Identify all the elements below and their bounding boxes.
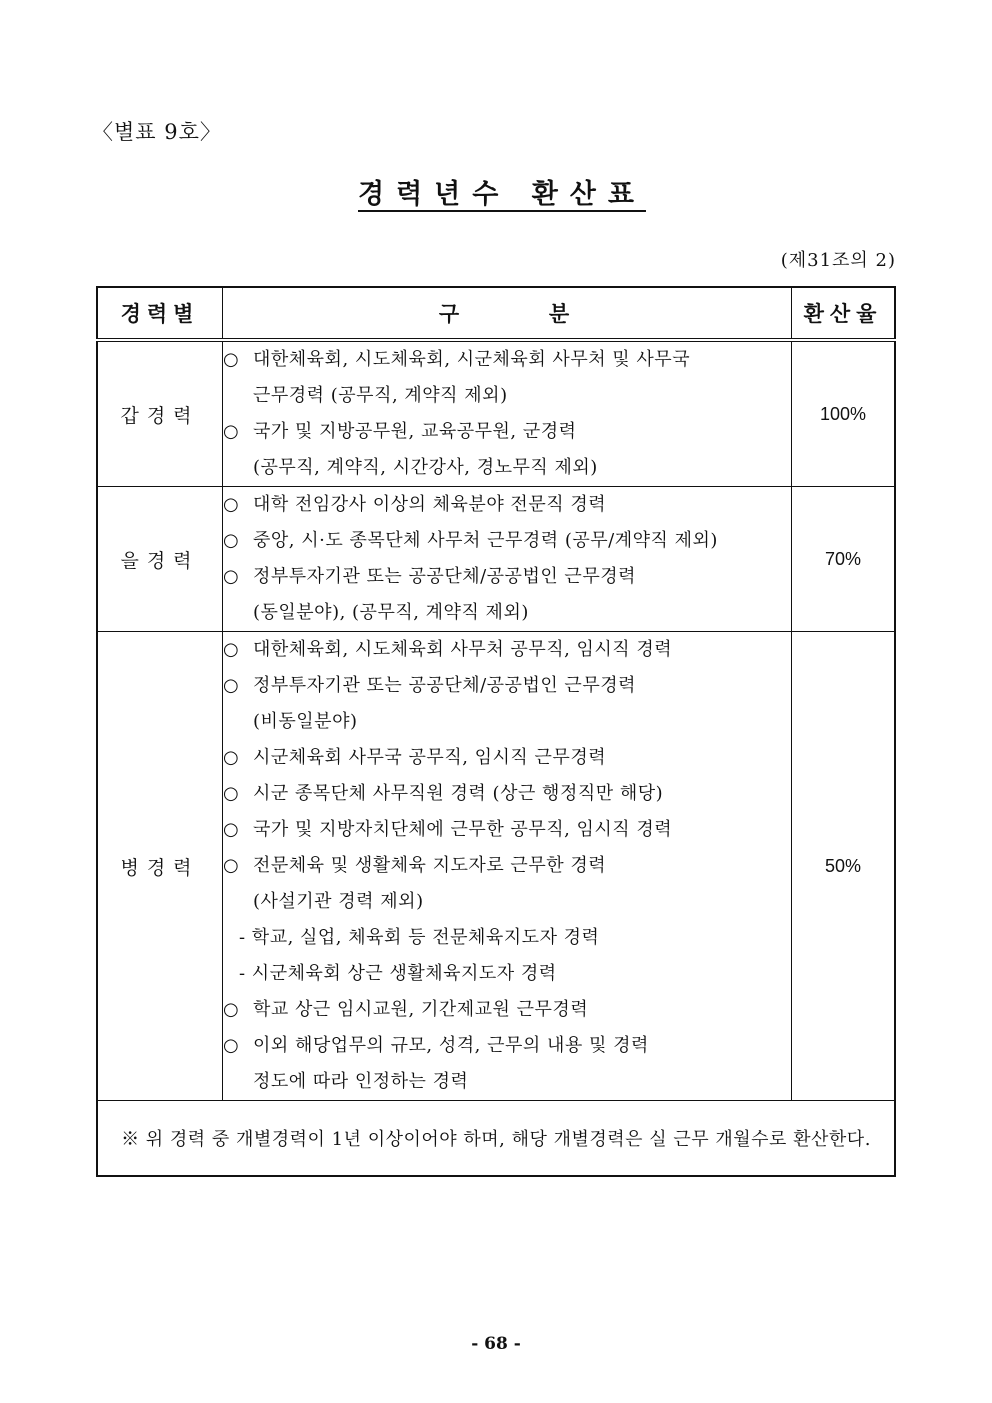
criteria-continuation (223, 1064, 791, 1100)
criteria-item (223, 992, 791, 1028)
header-description-part-1: 구 (438, 301, 466, 326)
bullet-circle-icon: ○ (223, 783, 240, 804)
header-description (223, 287, 792, 340)
bullet-circle-icon: ○ (223, 1035, 240, 1056)
conversion-rate-cell: 70% (792, 487, 896, 632)
criteria-text: (동일분야), (공무직, 계약직 제외) (253, 602, 529, 623)
document-title (0, 172, 992, 211)
career-type-cell: 갑경력 (97, 340, 223, 487)
document-title-text: 경력년수 환산표 (358, 179, 646, 210)
page-number: - 68 - (471, 1334, 521, 1354)
bullet-circle-icon: ○ (223, 855, 240, 876)
criteria-text: 시군체육회 사무국 공무직, 임시직 근무경력 (253, 747, 607, 768)
criteria-item (223, 342, 791, 378)
description-cell (223, 340, 792, 487)
criteria-text: (사설기관 경력 제외) (253, 891, 424, 912)
criteria-text: 중앙, 시·도 종목단체 사무처 근무경력 (공무/계약직 제외) (253, 530, 718, 551)
criteria-text: 이외 해당업무의 규모, 성격, 근무의 내용 및 경력 (253, 1035, 649, 1056)
table-header-row (97, 287, 895, 340)
article-reference: (제31조의 2) (780, 250, 896, 271)
header-career-type: 경력별 (97, 287, 223, 340)
conversion-rate-cell: 50% (792, 632, 896, 1101)
criteria-text: 국가 및 지방자치단체에 근무한 공무직, 임시직 경력 (253, 819, 673, 840)
criteria-text: (비동일분야) (253, 711, 358, 732)
criteria-text: 정부투자기관 또는 공공단체/공공법인 근무경력 (253, 566, 636, 587)
criteria-text: - 학교, 실업, 체육회 등 전문체육지도자 경력 (239, 927, 600, 948)
criteria-text: 국가 및 지방공무원, 교육공무원, 군경력 (253, 421, 577, 442)
criteria-text: 전문체육 및 생활체육 지도자로 근무한 경력 (253, 855, 607, 876)
conversion-rate-cell: 100% (792, 340, 896, 487)
table-body (97, 340, 895, 1101)
header-description-part-2: 분 (548, 301, 576, 326)
table-row (97, 632, 895, 1101)
table-row (97, 340, 895, 487)
criteria-text: (공무직, 계약직, 시간강사, 경노무직 제외) (253, 457, 598, 478)
criteria-item (223, 559, 791, 595)
bullet-circle-icon: ○ (223, 421, 240, 442)
header-conversion-rate: 환산율 (792, 287, 896, 340)
criteria-continuation (223, 378, 791, 414)
criteria-item (223, 523, 791, 559)
criteria-text: 정부투자기관 또는 공공단체/공공법인 근무경력 (253, 675, 636, 696)
criteria-item (223, 1028, 791, 1064)
criteria-item (223, 668, 791, 704)
criteria-item (223, 848, 791, 884)
criteria-continuation (223, 704, 791, 740)
bullet-circle-icon: ○ (223, 747, 240, 768)
bullet-circle-icon: ○ (223, 675, 240, 696)
table-row (97, 487, 895, 632)
criteria-text: 대한체육회, 시도체육회, 시군체육회 사무처 및 사무국 (253, 349, 691, 370)
criteria-item (223, 776, 791, 812)
criteria-item (223, 740, 791, 776)
bullet-circle-icon: ○ (223, 530, 240, 551)
annex-label: 〈별표 9호〉 (92, 120, 222, 144)
criteria-continuation (223, 884, 791, 920)
criteria-item (223, 812, 791, 848)
career-type-cell: 병경력 (97, 632, 223, 1101)
criteria-text: 근무경력 (공무직, 계약직 제외) (253, 385, 508, 406)
criteria-item (223, 414, 791, 450)
criteria-text: 대한체육회, 시도체육회 사무처 공무직, 임시직 경력 (253, 639, 673, 660)
criteria-subitem (223, 920, 791, 956)
criteria-text: 정도에 따라 인정하는 경력 (253, 1071, 469, 1092)
bullet-circle-icon: ○ (223, 566, 240, 587)
bullet-circle-icon: ○ (223, 999, 240, 1020)
criteria-text: - 시군체육회 상근 생활체육지도자 경력 (239, 963, 557, 984)
table-note: ※ 위 경력 중 개별경력이 1년 이상이어야 하며, 해당 개별경력은 실 근무 개월수로 환산한다. (97, 1101, 895, 1177)
criteria-subitem (223, 956, 791, 992)
criteria-text: 시군 종목단체 사무직원 경력 (상근 행정직만 해당) (253, 783, 664, 804)
description-cell (223, 632, 792, 1101)
criteria-text: 학교 상근 임시교원, 기간제교원 근무경력 (253, 999, 589, 1020)
description-cell (223, 487, 792, 632)
criteria-item (223, 487, 791, 523)
criteria-continuation (223, 595, 791, 631)
table-note-row (97, 1101, 895, 1177)
bullet-circle-icon: ○ (223, 819, 240, 840)
career-type-cell: 을경력 (97, 487, 223, 632)
criteria-text: 대학 전임강사 이상의 체육분야 전문직 경력 (253, 494, 607, 515)
career-conversion-table (96, 286, 896, 1177)
criteria-item (223, 632, 791, 668)
bullet-circle-icon: ○ (223, 639, 240, 660)
bullet-circle-icon: ○ (223, 494, 240, 515)
criteria-continuation (223, 450, 791, 486)
bullet-circle-icon: ○ (223, 349, 240, 370)
